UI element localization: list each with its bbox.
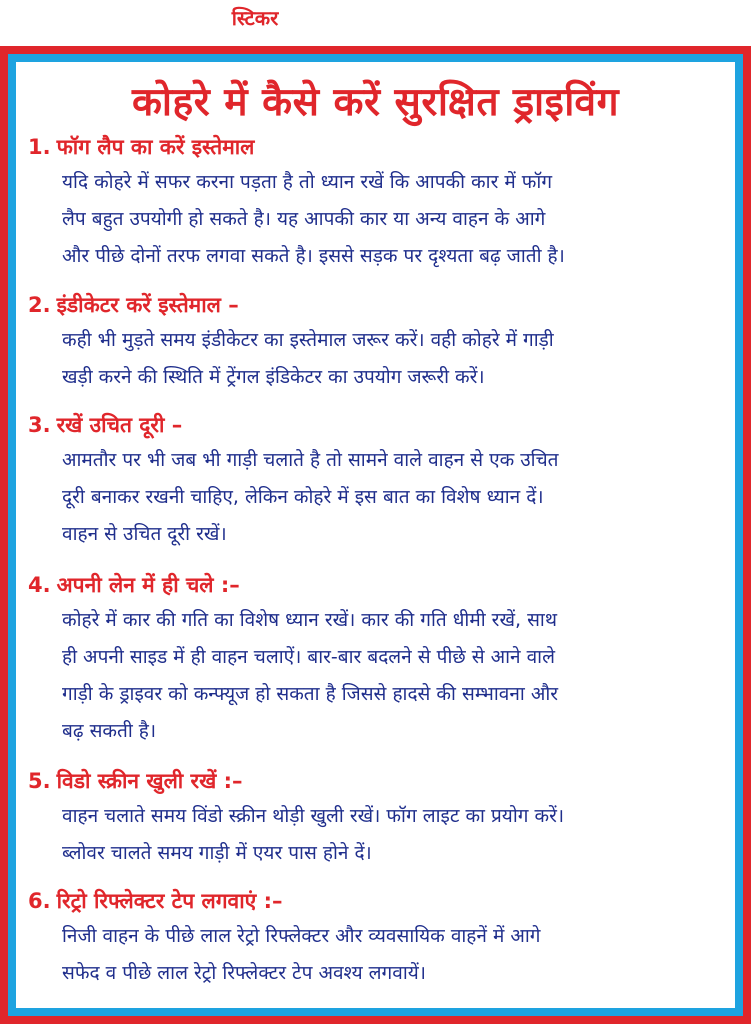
body-line: ही अपनी साइड में ही वाहन चलाऐं। बार-बार बदलने से पीछे से आने वाले <box>62 646 555 668</box>
section-heading <box>28 130 735 164</box>
body-line: और पीछे दोनों तरफ लगवा सकते है। इससे सड़क पर दृश्यता बढ़ जाती है। <box>62 245 565 267</box>
section-safe-distance <box>16 408 735 553</box>
section-own-lane <box>16 568 735 750</box>
section-retro-reflector <box>16 884 735 992</box>
section-title: रखें उचित दूरी – <box>56 413 183 437</box>
section-number: 5. <box>28 769 51 793</box>
section-title: रिट्रो रिफ्लेक्टर टेप लगवाएं :– <box>56 889 283 913</box>
section-title: अपनी लेन में ही चले :– <box>56 573 240 597</box>
body-line: वाहन से उचित दूरी रखें। <box>62 523 227 545</box>
body-line: ब्लोवर चालते समय गाड़ी में एयर पास होने दें। <box>62 842 372 864</box>
body-line: गाड़ी के ड्राइवर को कन्फ्यूज हो सकता है जिससे हादसे की सम्भावना और <box>62 683 559 705</box>
sticker-label: स्टिकर <box>231 6 279 30</box>
body-line: दूरी बनाकर रखनी चाहिए, लेकिन कोहरे में इस बात का विशेष ध्यान दें। <box>62 486 544 508</box>
section-number: 1. <box>28 135 51 159</box>
body-line: खड़ी करने की स्थिति में ट्रेंगल इंडिकेटर का उपयोग जरूरी करें। <box>62 366 485 388</box>
body-line: लैप बहुत उपयोगी हो सकते है। यह आपकी कार या अन्य वाहन के आगे <box>62 208 546 230</box>
body-line: बढ़ सकती है। <box>62 720 157 742</box>
body-line: कोहरे में कार की गति का विशेष ध्यान रखें। कार की गति धीमी रखें, साथ <box>62 609 557 631</box>
section-heading <box>28 288 735 322</box>
section-title: इंडीकेटर करें इस्तेमाल – <box>56 293 239 317</box>
section-title: फॉग लैप का करें इस्तेमाल <box>56 135 255 159</box>
notice-panel <box>16 62 735 1008</box>
page-title: कोहरे में कैसे करें सुरक्षित ड्राइविंग <box>131 80 620 125</box>
body-line: सफेद व पीछे लाल रेट्रो रिफ्लेक्टर टेप अवश्य लगवायें। <box>62 962 426 984</box>
section-number: 2. <box>28 293 51 317</box>
section-number: 3. <box>28 413 51 437</box>
body-line: आमतौर पर भी जब भी गाड़ी चलाते है तो सामने वाले वाहन से एक उचित <box>62 449 559 471</box>
body-line: यदि कोहरे में सफर करना पड़ता है तो ध्यान रखें कि आपकी कार में फॉग <box>62 171 553 193</box>
section-heading <box>28 764 735 798</box>
section-number: 4. <box>28 573 51 597</box>
section-title: विडो स्क्रीन खुली रखें :– <box>56 769 243 793</box>
section-heading <box>28 884 735 918</box>
section-window-screen <box>16 764 735 872</box>
section-heading <box>28 568 735 602</box>
body-line: निजी वाहन के पीछे लाल रेट्रो रिफ्लेक्टर और व्यवसायिक वाहनें में आगे <box>62 925 541 947</box>
section-fog-lamp <box>16 130 735 275</box>
section-indicator <box>16 288 735 396</box>
section-heading <box>28 408 735 442</box>
body-line: कही भी मुड़ते समय इंडीकेटर का इस्तेमाल जरूर करें। वही कोहरे में गाड़ी <box>62 329 554 351</box>
body-line: वाहन चलाते समय विंडो स्क्रीन थोड़ी खुली रखें। फॉग लाइट का प्रयोग करें। <box>62 805 565 827</box>
section-number: 6. <box>28 889 51 913</box>
